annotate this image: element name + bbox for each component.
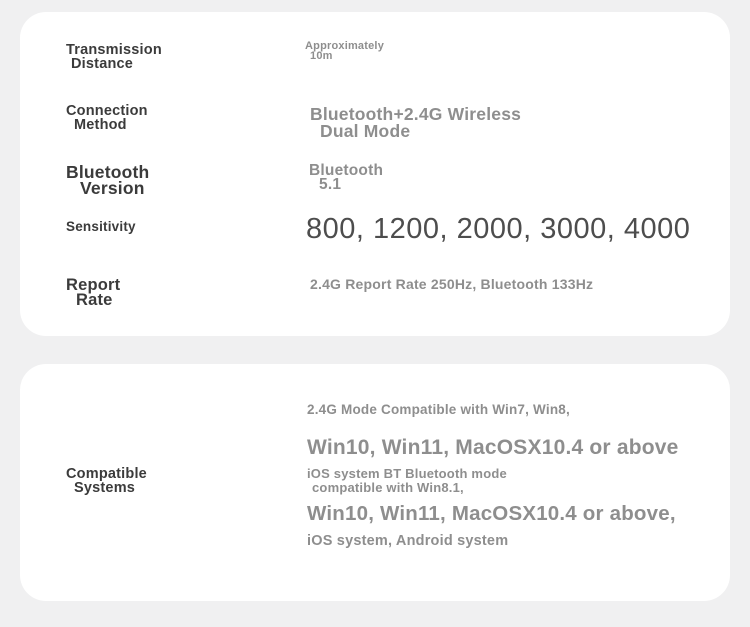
label-line: Distance [71, 55, 134, 72]
spec-value-sensitivity: 800, 1200, 2000, 3000, 4000 [306, 213, 691, 245]
spec-card [20, 12, 730, 336]
compat-value-line: Win10, Win11, MacOSX10.4 or above, [307, 502, 676, 525]
label-line: Connection [66, 103, 148, 119]
value-line: Dual Mode [320, 120, 411, 141]
value-line: 10m [310, 50, 333, 63]
label-line: Bluetooth [66, 162, 150, 182]
spec-label-compatible-systems [66, 468, 147, 496]
spec-value-report-rate: 2.4G Report Rate 250Hz, Bluetooth 133Hz [310, 276, 594, 292]
label-line: Method [74, 116, 127, 133]
compat-value-line: compatible with Win8.1, [312, 480, 464, 495]
label-line: Sensitivity [66, 219, 136, 234]
compat-value-line: iOS system, Android system [307, 533, 509, 549]
label-line: Systems [74, 479, 136, 496]
label-line: Transmission [66, 42, 162, 58]
compatible-systems-card [20, 364, 730, 601]
compat-value-line: Win10, Win11, MacOSX10.4 or above [307, 436, 679, 459]
compat-value-line: 2.4G Mode Compatible with Win7, Win8, [307, 402, 570, 417]
spec-label-report-rate [66, 278, 120, 308]
label-line: Version [80, 177, 145, 198]
spec-label-bluetooth-version [66, 162, 150, 198]
spec-value-connection-method [310, 106, 521, 139]
label-line: Rate [76, 291, 113, 310]
value-line: 5.1 [319, 175, 342, 193]
value-line: Approximately [305, 40, 385, 52]
label-line: Compatible [66, 466, 147, 482]
value-line: Bluetooth [309, 162, 384, 179]
spec-label-connection-method [66, 105, 148, 133]
value-line: Bluetooth+2.4G Wireless [310, 104, 522, 124]
label-line: Report [66, 276, 121, 294]
spec-label-transmission-distance [66, 44, 162, 72]
compat-value-line: iOS system BT Bluetooth mode [307, 466, 507, 481]
spec-value-transmission-distance [305, 41, 384, 62]
spec-label-sensitivity [66, 221, 136, 234]
spec-value-bluetooth-version [309, 164, 383, 191]
